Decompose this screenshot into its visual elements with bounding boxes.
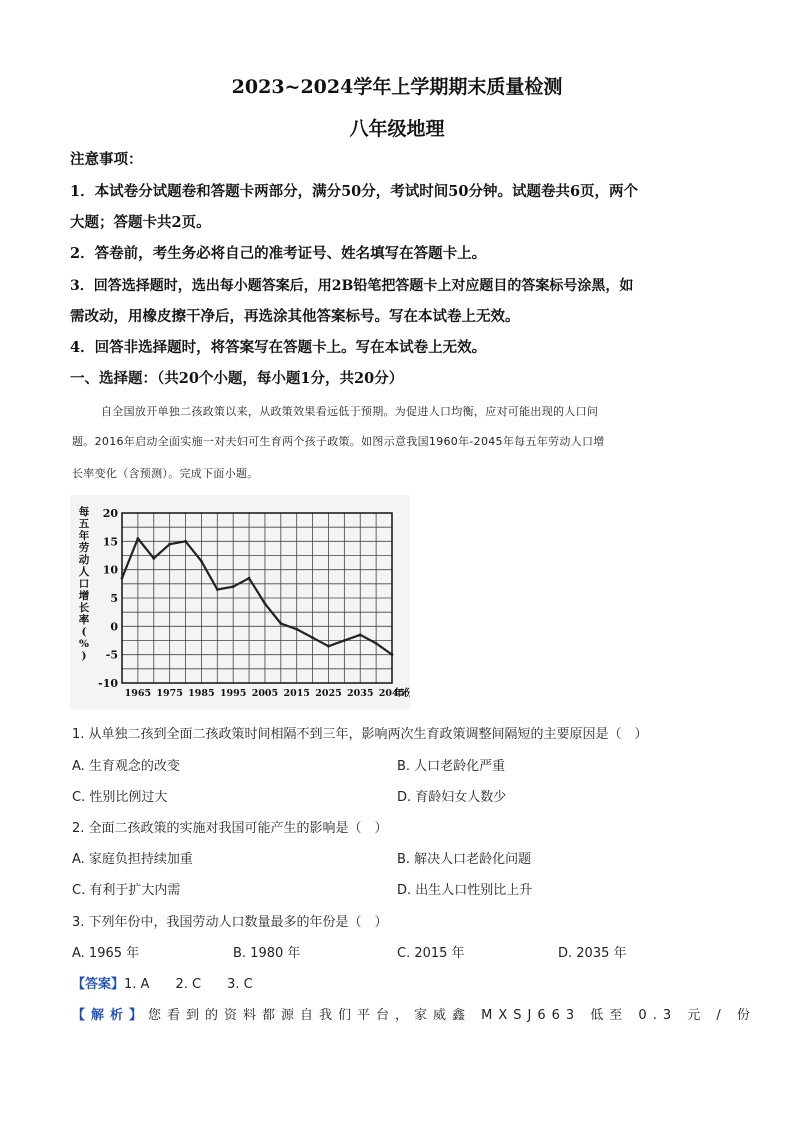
data-point xyxy=(327,645,330,648)
y-tick-label: 0 xyxy=(110,620,118,634)
x-tick-label: 2035 xyxy=(347,688,374,699)
q3-stem: 3. 下列年份中，我国劳动人口数量最多的年份是（ ） xyxy=(72,915,388,930)
passage-line-1: 自全国放开单独二孩政策以来，从政策效果看远低于预期。为促进人口均衡，应对可能出现的人口问 xyxy=(101,405,599,418)
note-3-line-1: 3．回答选择题时，选出每小题答案后，用2B铅笔把答题卡上对应题目的答案标号涂黑，如 xyxy=(70,278,634,294)
q2-option-d[interactable]: D. 出生人口性别比上升 xyxy=(397,883,533,898)
data-point xyxy=(391,653,394,656)
q3-option-a[interactable]: A. 1965 年 xyxy=(72,946,140,961)
data-point xyxy=(359,633,362,636)
data-point xyxy=(216,588,219,591)
series-line xyxy=(122,539,392,655)
passage-line-2: 题。2016年启动全面实施一对夫妇可生育两个孩子政策。如图示意我国1960年-2045年每五年劳动人口增 xyxy=(72,435,605,448)
q1-stem: 1. 从单独二孩到全面二孩政策时间相隔不到三年，影响两次生育政策调整间隔短的主要原因是（ ） xyxy=(72,727,648,742)
q3-option-c[interactable]: C. 2015 年 xyxy=(397,946,465,961)
q1-option-a[interactable]: A. 生育观念的改变 xyxy=(72,759,180,774)
note-1-line-1: 1．本试卷分试题卷和答题卡两部分，满分50分，考试时间50分钟。试题卷共6页，两个 xyxy=(70,183,639,200)
y-tick-label: -5 xyxy=(105,648,118,662)
x-tick-label: 1965 xyxy=(124,688,152,699)
answer-tag: 【答案】 xyxy=(72,977,125,992)
q1-option-b[interactable]: B. 人口老龄化严重 xyxy=(397,759,506,774)
y-tick-label: 10 xyxy=(102,563,118,577)
data-point xyxy=(121,577,124,580)
q1-option-d[interactable]: D. 育龄妇女人数少 xyxy=(397,790,507,805)
y-tick-label: 5 xyxy=(110,592,118,605)
x-axis-unit: 年份 xyxy=(394,688,410,699)
data-point xyxy=(279,622,282,625)
answer-line xyxy=(72,973,253,992)
data-point xyxy=(311,636,314,639)
data-point xyxy=(184,540,187,543)
data-point xyxy=(136,537,139,540)
analysis-line xyxy=(72,1004,756,1023)
data-point xyxy=(248,577,251,580)
y-tick-label: 20 xyxy=(102,507,118,520)
y-tick-label: -10 xyxy=(98,677,118,690)
note-3-line-2: 需改动，用橡皮擦干净后，再选涂其他答案标号。写在本试卷上无效。 xyxy=(70,308,520,325)
answer-text: 1. A 2. C 3. C xyxy=(124,977,253,992)
exam-subtitle: 八年级地理 xyxy=(349,118,445,140)
x-tick-label: 2015 xyxy=(283,688,310,699)
data-point xyxy=(264,602,267,605)
x-tick-label: 1985 xyxy=(188,688,215,699)
q3-option-d[interactable]: D. 2035 年 xyxy=(558,946,627,961)
passage-line-3: 长率变化（含预测）。完成下面小题。 xyxy=(72,467,259,480)
y-tick-label: 15 xyxy=(102,535,118,549)
notes-heading: 注意事项： xyxy=(70,151,143,168)
x-tick-label: 1995 xyxy=(219,688,247,699)
analysis-text: 您看到的资料都源自我们平台，家威鑫 MXSJ663 低至 0.3 元 / 份 xyxy=(148,1008,756,1023)
chart-svg xyxy=(70,495,410,710)
data-point xyxy=(343,639,346,642)
q2-option-a[interactable]: A. 家庭负担持续加重 xyxy=(72,852,193,867)
data-point xyxy=(295,628,298,631)
analysis-tag: 【解析】 xyxy=(72,1008,149,1023)
x-tick-label: 2005 xyxy=(251,688,279,699)
section-heading: 一、选择题：（共20个小题，每小题1分，共20分） xyxy=(70,370,404,387)
note-1-line-2: 大题；答题卡共2页。 xyxy=(70,214,211,231)
q2-option-c[interactable]: C. 有利于扩大内需 xyxy=(72,883,181,898)
data-point xyxy=(232,585,235,588)
x-tick-label: 2025 xyxy=(315,688,342,699)
x-tick-label: 1975 xyxy=(156,688,183,699)
x-tick-label: 2045 xyxy=(378,688,406,699)
q3-option-b[interactable]: B. 1980 年 xyxy=(233,946,301,961)
labor-growth-chart xyxy=(70,495,410,710)
data-point xyxy=(375,642,378,645)
note-4: 4．回答非选择题时，将答案写在答题卡上。写在本试卷上无效。 xyxy=(70,339,487,356)
q2-stem: 2. 全面二孩政策的实施对我国可能产生的影响是（ ） xyxy=(72,821,388,836)
data-point xyxy=(168,543,171,546)
data-point xyxy=(152,557,155,560)
y-axis-label: 每五年劳动人口增长率( % ) xyxy=(78,506,90,662)
q1-option-c[interactable]: C. 性别比例过大 xyxy=(72,790,168,805)
exam-title: 2023~2024学年上学期期末质量检测 xyxy=(231,76,563,98)
q2-option-b[interactable]: B. 解决人口老龄化问题 xyxy=(397,852,532,867)
data-point xyxy=(200,560,203,563)
note-2: 2．答卷前，考生务必将自己的准考证号、姓名填写在答题卡上。 xyxy=(70,245,487,262)
